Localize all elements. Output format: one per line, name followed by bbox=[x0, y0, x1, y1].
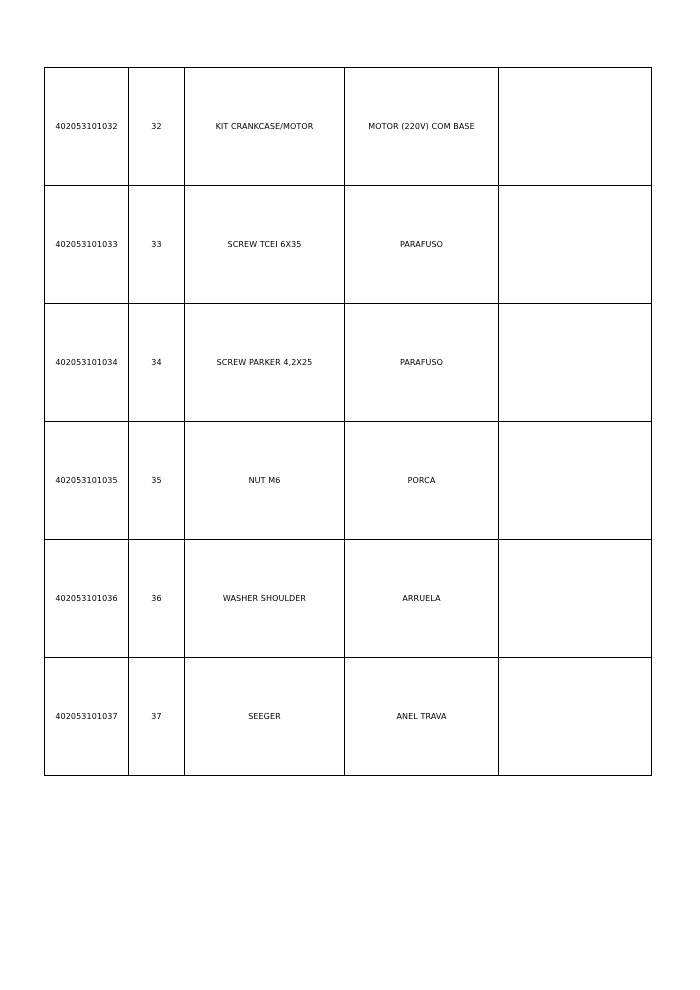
description-pt-cell: ANEL TRAVA bbox=[345, 658, 499, 776]
position-cell: 37 bbox=[129, 658, 185, 776]
position-cell: 35 bbox=[129, 422, 185, 540]
table-row bbox=[45, 658, 652, 776]
notes-cell bbox=[499, 540, 652, 658]
description-en-cell: SCREW TCEI 6X35 bbox=[185, 186, 345, 304]
description-pt-cell: PARAFUSO bbox=[345, 304, 499, 422]
table-row bbox=[45, 540, 652, 658]
part-code-cell: 402053101034 bbox=[45, 304, 129, 422]
notes-cell bbox=[499, 68, 652, 186]
part-code-cell: 402053101032 bbox=[45, 68, 129, 186]
table-row bbox=[45, 68, 652, 186]
description-pt-cell: PARAFUSO bbox=[345, 186, 499, 304]
parts-table bbox=[44, 67, 652, 776]
table-row bbox=[45, 186, 652, 304]
notes-cell bbox=[499, 186, 652, 304]
position-cell: 33 bbox=[129, 186, 185, 304]
description-pt-cell: ARRUELA bbox=[345, 540, 499, 658]
description-en-cell: SEEGER bbox=[185, 658, 345, 776]
part-code-cell: 402053101035 bbox=[45, 422, 129, 540]
position-cell: 32 bbox=[129, 68, 185, 186]
notes-cell bbox=[499, 304, 652, 422]
position-cell: 36 bbox=[129, 540, 185, 658]
table-row bbox=[45, 422, 652, 540]
description-en-cell: WASHER SHOULDER bbox=[185, 540, 345, 658]
part-code-cell: 402053101036 bbox=[45, 540, 129, 658]
part-code-cell: 402053101033 bbox=[45, 186, 129, 304]
table-row bbox=[45, 304, 652, 422]
description-pt-cell: MOTOR (220V) COM BASE bbox=[345, 68, 499, 186]
description-en-cell: NUT M6 bbox=[185, 422, 345, 540]
position-cell: 34 bbox=[129, 304, 185, 422]
description-en-cell: SCREW PARKER 4,2X25 bbox=[185, 304, 345, 422]
notes-cell bbox=[499, 658, 652, 776]
notes-cell bbox=[499, 422, 652, 540]
description-pt-cell: PORCA bbox=[345, 422, 499, 540]
part-code-cell: 402053101037 bbox=[45, 658, 129, 776]
description-en-cell: KIT CRANKCASE/MOTOR bbox=[185, 68, 345, 186]
